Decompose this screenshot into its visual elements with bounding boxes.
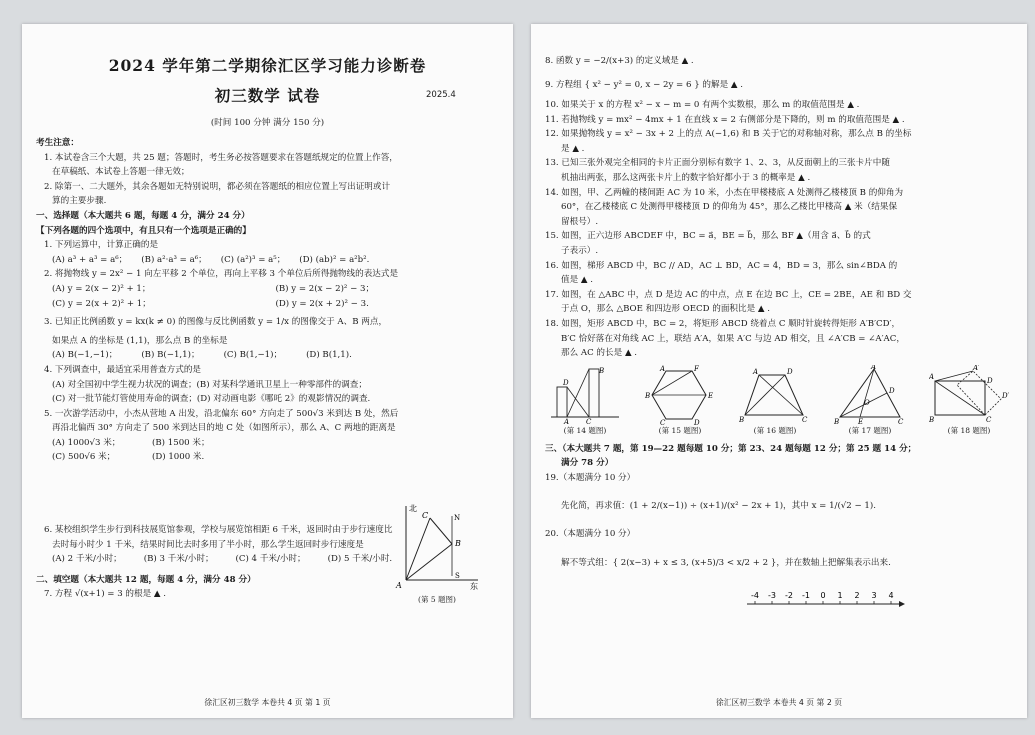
question-19: 19.（本题满分 10 分）: [545, 472, 636, 483]
figure-row: [545, 361, 1013, 436]
numline-tick-label: -1: [802, 591, 810, 601]
exam-subtitle: 初三数学 试卷: [214, 86, 321, 105]
numline-tick-label: -4: [751, 591, 759, 601]
svg-text:D: D: [563, 378, 569, 387]
exam-page-1: [22, 24, 513, 718]
option: (D) 1000 米.: [152, 452, 205, 463]
note-line: 2. 除第一、二大题外，其余各题如无特别说明，都必须在答题纸的相应位置上写出证明或计: [44, 181, 391, 192]
question-3: 3. 已知正比例函数 y = kx(k ≠ 0) 的图像与反比例函数 y = 1/x 的图像交于 A、B 两点，: [44, 317, 388, 328]
section-1-note: 【下列各题的四个选项中，有且只有一个选项是正确的】: [36, 225, 251, 236]
option: (A) a³ + a³ = a⁶；: [52, 254, 128, 265]
question-5: 5. 一次游学活动中，小杰从营地 A 出发，沿北偏东 60° 方向走了 500√3 米到达 B 处，然后: [44, 408, 399, 419]
question-3-cont: 如果点 A 的坐标是 (1,1)，那么点 B 的坐标是: [52, 335, 228, 346]
numline-tick-label: -2: [785, 591, 793, 601]
figure-question-18: [929, 365, 1009, 436]
figure-question-14: [549, 365, 621, 436]
question-2: 2. 将抛物线 y = 2x² − 1 向左平移 2 个单位，再向上平移 3 个单位后所得抛物线的表达式是: [44, 269, 399, 280]
figure-caption: (第 18 题图): [947, 425, 991, 435]
exam-date: 2025.4: [426, 90, 456, 100]
question-14: 14. 如图，甲、乙两幢的楼间距 AC 为 10 米，小杰在甲楼楼底 A 处测得乙楼楼顶 B 的仰角为: [545, 187, 904, 198]
svg-text:D: D: [787, 367, 793, 376]
svg-text:A: A: [753, 367, 759, 376]
figure-question-5: [392, 502, 482, 605]
question-17-cont: 于点 O，那么 △BOE 和四边形 OECD 的面积比是 ▲ .: [561, 304, 771, 315]
note-line: 算的主要步骤.: [52, 196, 107, 207]
question-5-options: [36, 436, 252, 465]
figure-question-17: [834, 365, 906, 436]
svg-text:E: E: [858, 417, 864, 425]
svg-text:B: B: [599, 366, 605, 375]
exam-title: 2024 学年第二学期徐汇区学习能力诊断卷: [108, 56, 427, 75]
section-3-heading-cont: 满分 78 分）: [561, 458, 614, 469]
fig5-label: 北: [409, 504, 417, 513]
option: (B) B(−1,1)；: [141, 350, 200, 361]
section-1-heading: 一、选择题（本大题共 6 题，每题 4 分，满分 24 分）: [36, 210, 250, 221]
question-6-cont: 去时每小时少 1 千米，结果时间比去时多用了半小时，那么学生返回时步行速度是: [52, 539, 364, 550]
question-2-options: [36, 282, 499, 311]
exam-meta: (时间 100 分钟 满分 150 分): [210, 118, 325, 128]
svg-text:C: C: [660, 418, 666, 425]
figure-caption: (第 14 题图): [563, 425, 607, 435]
fig5-label: C: [422, 511, 429, 520]
question-12-cont: 是 ▲ .: [561, 143, 585, 154]
page-footer: 徐汇区初三数学 本卷共 4 页 第 1 页: [204, 698, 331, 707]
svg-text:F: F: [694, 364, 699, 373]
option: (C) 对一批节能灯管使用寿命的调查；(D) 对动画电影《哪吒 2》的观影情况的调查.: [52, 394, 371, 405]
numline-tick-label: -3: [768, 591, 776, 601]
figure-caption: (第 16 题图): [753, 425, 797, 435]
svg-text:A′: A′: [973, 364, 980, 372]
section-3-heading: 三、（本大题共 7 题，第 19—22 题每题 10 分；第 23、24 题每题 12 分；第 25 题 14 分；: [545, 443, 917, 454]
svg-text:D: D: [987, 376, 993, 385]
question-14-cont: 留根号）.: [561, 216, 599, 227]
option: (B) a²·a³ = a⁶；: [141, 254, 207, 265]
question-13-cont: 机抽出两张，那么这两张卡片上的数字恰好都小于 3 的概率是 ▲ .: [561, 172, 811, 183]
svg-text:O: O: [864, 398, 870, 407]
option: (B) y = 2(x − 2)² − 3；: [275, 283, 375, 294]
option: (A) y = 2(x − 2)² + 1；: [52, 283, 151, 294]
question-19-text: 先化简，再求值：(1 + 2/(x−1)) ÷ (x+1)/(x² − 2x + 1)，其中 x = 1/(√2 − 1).: [561, 501, 876, 512]
numline-tick-label: 1: [837, 591, 843, 601]
question-20-text: 解不等式组：{ 2(x−3) + x ≤ 3, (x+5)/3 < x/2 + 2 }，并在数轴上把解集表示出来.: [561, 558, 891, 569]
question-18: 18. 如图，矩形 ABCD 中，BC = 2，将矩形 ABCD 绕着点 C 顺时针旋转得矩形 A′B′CD′，: [545, 318, 901, 329]
number-line: [545, 590, 1013, 616]
option: (B) 3 千米/小时；: [143, 554, 214, 565]
svg-text:C: C: [986, 415, 992, 424]
option: (A) B(−1,−1)；: [52, 350, 118, 361]
figure-caption: (第 15 题图): [658, 425, 702, 435]
fig5-label: N: [454, 514, 461, 522]
fig5-label: 东: [470, 582, 478, 590]
note-line: 1. 本试卷含三个大题，共 25 题；答题时，考生务必按答题要求在答题纸规定的位置上作答，: [44, 152, 398, 163]
question-5-cont: 再沿北偏西 30° 方向走了 500 米到达目的地 C 处（如图所示），那么 A、C 两地的距离是: [52, 423, 396, 434]
question-11: 11. 若抛物线 y = mx² − 4mx + 1 在直线 x = 2 右侧部分是下降的，则 m 的取值范围是 ▲ .: [545, 114, 905, 125]
fig5-label: S: [455, 572, 460, 580]
svg-text:B: B: [739, 415, 745, 424]
option: (C) y = 2(x + 2)² + 1；: [52, 298, 151, 309]
notes-heading: 考生注意：: [36, 138, 79, 148]
option: (A) 2 千米/小时；: [52, 554, 122, 565]
question-15-cont: 子表示）.: [561, 245, 599, 256]
option: (D) B(1,1).: [306, 350, 352, 361]
option: (D) (ab)² = a²b².: [299, 254, 370, 265]
numline-tick-label: 0: [820, 591, 826, 601]
svg-text:D: D: [889, 386, 895, 395]
question-18-cont: B′C 恰好落在对角线 AC 上，联结 A′A，如果 A′C 与边 AD 相交，且 ∠A′CB = ∠A′AC，: [561, 333, 905, 344]
section-2-heading: 二、填空题（本大题共 12 题，每题 4 分，满分 48 分）: [36, 574, 256, 585]
svg-text:B: B: [834, 417, 840, 425]
option: (D) y = 2(x + 2)² − 3.: [275, 298, 369, 309]
fig5-label: B: [455, 539, 461, 548]
question-13: 13. 已知三张外观完全相同的卡片正面分别标有数字 1、2、3，从反面朝上的三张卡片中随: [545, 158, 890, 169]
question-6: 6. 某校组织学生步行到科技展览馆参观，学校与展览馆相距 6 千米，返回时由于步行速度比: [44, 525, 393, 536]
question-12: 12. 如果抛物线 y = x² − 3x + 2 上的点 A(−1,6) 和 B 关于它的对称轴对称，那么点 B 的坐标: [545, 129, 912, 140]
page-footer: 徐汇区初三数学 本卷共 4 页 第 2 页: [715, 698, 843, 707]
option: (C) 500√6 米；: [52, 452, 116, 463]
question-16-cont: 值是 ▲ .: [561, 275, 593, 286]
question-4: 4. 下列调查中，最适宜采用普查方式的是: [44, 364, 202, 375]
option: (A) 1000√3 米；: [52, 437, 121, 448]
question-16: 16. 如图，梯形 ABCD 中，BC // AD，AC ⊥ BD，AC = 4，BD = 3，那么 sin∠BDA 的: [545, 260, 898, 271]
svg-text:E: E: [708, 391, 714, 400]
figure-caption: (第 17 题图): [848, 425, 892, 435]
svg-text:A: A: [660, 364, 666, 373]
exam-page-2: [531, 24, 1027, 718]
svg-text:C: C: [586, 417, 592, 425]
question-20: 20.（本题满分 10 分）: [545, 529, 636, 540]
question-1-options: [36, 253, 499, 268]
question-7: 7. 方程 √(x+1) = 3 的根是 ▲ .: [44, 589, 166, 600]
svg-text:A: A: [564, 417, 570, 425]
question-10: 10. 如果关于 x 的方程 x² − x − m = 0 有两个实数根，那么 m 的取值范围是 ▲ .: [545, 100, 860, 110]
question-1: 1. 下列运算中，计算正确的是: [44, 240, 159, 251]
svg-text:C: C: [898, 417, 904, 425]
svg-text:B: B: [929, 415, 935, 424]
question-15: 15. 如图，正六边形 ABCDEF 中，BC = a⃗，BE = b⃗，那么 BF ▲（用含 a⃗、b⃗ 的式: [545, 231, 871, 242]
figure-question-15: [644, 365, 716, 436]
svg-text:A: A: [871, 364, 877, 371]
question-14-cont: 60°，在乙楼楼底 C 处测得甲楼楼顶 D 的仰角为 45°，那么乙楼比甲楼高 ▲ 米（结果保: [561, 202, 898, 213]
svg-text:A: A: [929, 372, 935, 381]
question-9: 9. 方程组 { x² − y² = 0, x − 2y = 6 } 的解是 ▲ .: [545, 80, 743, 90]
numline-tick-label: 4: [888, 591, 894, 601]
svg-text:C: C: [802, 415, 808, 424]
question-3-options: [36, 348, 499, 363]
option: (C) (a²)³ = a⁵；: [220, 254, 286, 265]
numline-tick-label: 3: [871, 591, 877, 601]
svg-text:B: B: [645, 391, 651, 400]
svg-text:D′: D′: [1002, 391, 1009, 400]
figure-question-16: [739, 365, 811, 436]
note-line: 在草稿纸、本试卷上答题一律无效；: [52, 167, 190, 178]
option: (D) 5 千米/小时.: [327, 554, 393, 565]
svg-text:D: D: [694, 418, 700, 425]
option: (A) 对全国初中学生视力状况的调查；(B) 对某科学通讯卫星上一种零部件的调查；: [52, 379, 367, 390]
question-8: 8. 函数 y = −2/(x+3) 的定义域是 ▲ .: [545, 56, 694, 66]
question-18-cont: 那么 AC 的长是 ▲ .: [561, 348, 638, 359]
question-17: 17. 如图，在 △ABC 中，点 D 是边 AC 的中点，点 E 在边 BC 上，CE = 2BE，AE 和 BD 交: [545, 289, 912, 300]
option: (C) 4 千米/小时；: [235, 554, 306, 565]
option: (B) 1500 米；: [152, 437, 210, 448]
numline-tick-label: 2: [854, 591, 860, 601]
fig5-label: A: [396, 581, 402, 590]
option: (C) B(1,−1)；: [223, 350, 283, 361]
figure-caption: (第 5 题图): [418, 595, 456, 604]
